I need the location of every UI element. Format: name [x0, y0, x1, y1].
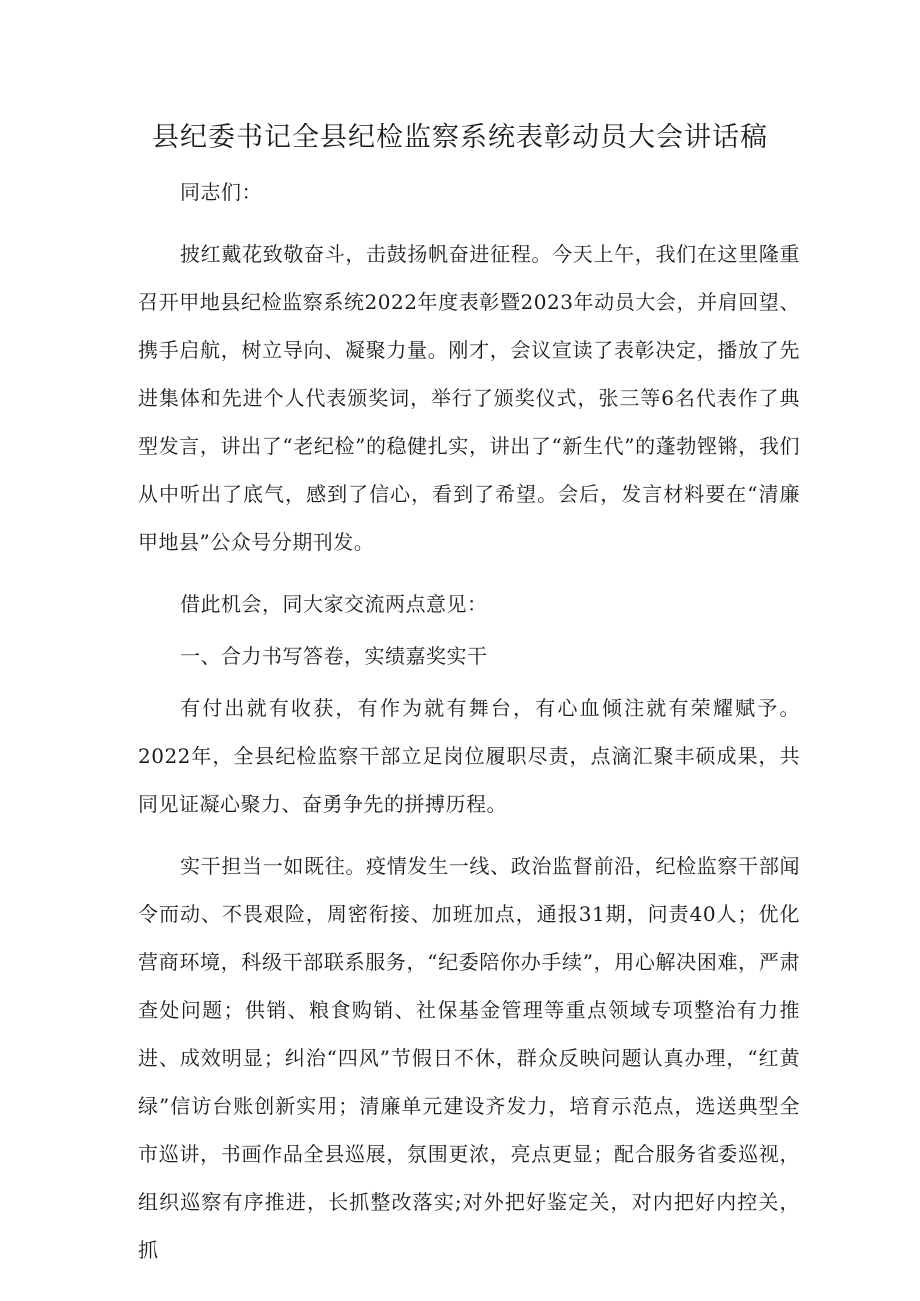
- opening-paragraph: 披红戴花致敬奋斗，击鼓扬帆奋进征程。今天上午，我们在这里隆重召开甲地县纪检监察系统2022年度表彰暨2023年动员大会，并肩回望、携手启航，树立导向、凝聚力量。刚才，会议宣读了表彰决定，播放了先进集体和先进个人代表颁奖词，举行了颁奖仪式，张三等6名代表作了典型发言，讲出了“老纪检”的稳健扎实，讲出了“新生代”的蓬勃铿锵，我们从中听出了底气，感到了信心，看到了希望。会后，发言材料要在“清廉甲地县”公众号分期刊发。: [138, 242, 800, 554]
- transition-paragraph: 借此机会，同大家交流两点意见：: [180, 592, 488, 616]
- document-body: [138, 168, 800, 1274]
- salutation-paragraph: 同志们：: [180, 180, 262, 204]
- section-heading-1: 一、合力书写答卷，实绩嘉奖实干: [180, 644, 488, 668]
- document-title: 县纪委书记全县纪检监察系统表彰动员大会讲话稿: [152, 122, 768, 153]
- section-intro-paragraph: 有付出就有收获，有作为就有舞台，有心血倾注就有荣耀赋予。2022年，全县纪检监察干部立足岗位履职尽责，点滴汇聚丰硕成果，共同见证凝心聚力、奋勇争先的拼搏历程。: [138, 696, 800, 816]
- achievements-paragraph: 实干担当一如既往。疫情发生一线、政治监督前沿，纪检监察干部闻令而动、不畏艰险，周密衔接、加班加点，通报31期，问责40人；优化营商环境，科级干部联系服务，“纪委陪你办手续”，用心解决困难，严肃查处问题；供销、粮食购销、社保基金管理等重点领域专项整治有力推进、成效明显；纠治“四风”节假日不休，群众反映问题认真办理，“红黄绿”信访台账创新实用；清廉单元建设齐发力，培育示范点，选送典型全市巡讲，书画作品全县巡展，氛围更浓，亮点更显；配合服务省委巡视，组织巡察有序推进，长抓整改落实;对外把好鉴定关，对内把好内控关，抓: [138, 854, 800, 1262]
